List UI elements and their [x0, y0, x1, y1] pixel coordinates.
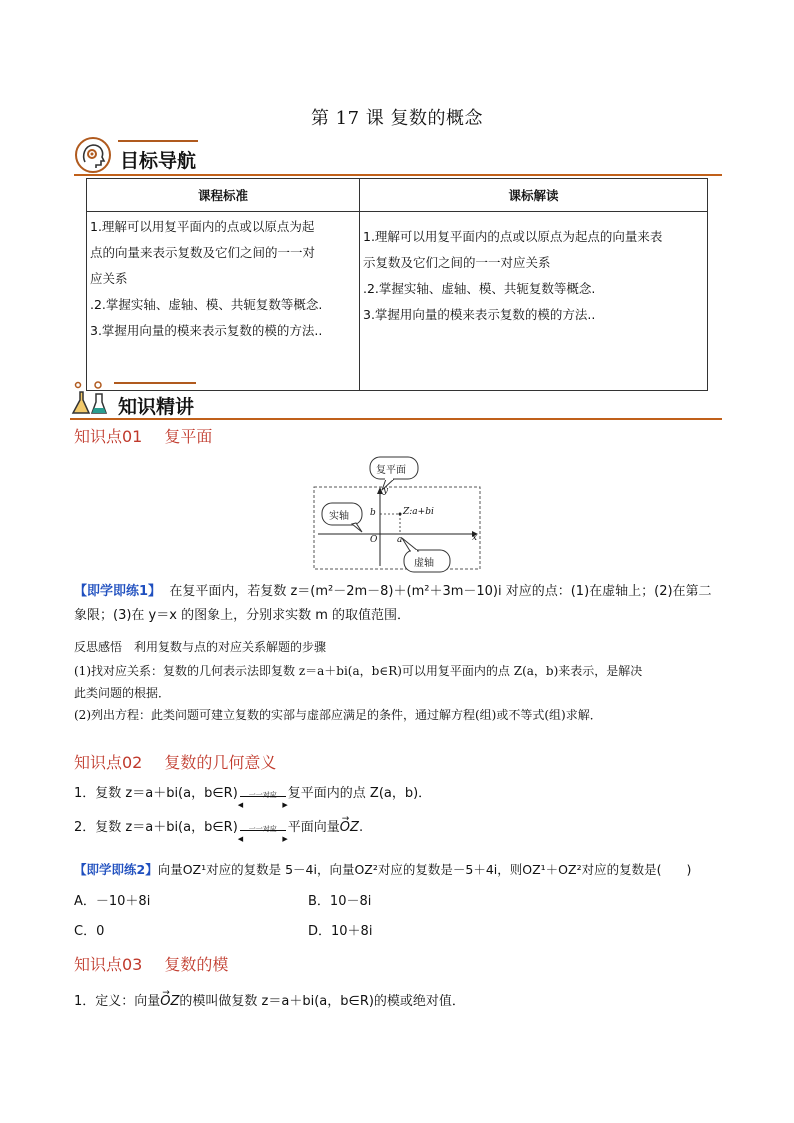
section-top-line	[114, 382, 196, 384]
option-a: A．－10＋8i	[74, 894, 151, 909]
section-title: 知识精讲	[118, 396, 195, 418]
one-to-one-arrow: 一一对应 ◀ ▶	[238, 821, 288, 835]
definition-text: 1．定义：向量	[74, 994, 161, 1009]
text-line: 3.掌握用向量的模来表示复数的模的方法..	[363, 307, 596, 322]
item-text: 2．复数 z＝a＋bi(a，b∈R)	[74, 820, 238, 835]
text-line: 点的向量来表示复数及它们之间的一一对	[90, 245, 316, 260]
bubble-imaginary-axis-label: 虚轴	[414, 558, 434, 569]
section-title: 目标导航	[120, 150, 197, 172]
kp2-heading	[74, 750, 276, 773]
kp1-heading	[74, 424, 212, 447]
section-rule	[74, 174, 722, 176]
header-course-standard: 课程标准	[87, 179, 360, 212]
reflection-heading: 反思感悟 利用复数与点的对应关系解题的步骤	[74, 640, 327, 654]
bubble-complex-plane-label: 复平面	[376, 465, 406, 476]
kp3-name: 复数的模	[164, 955, 229, 974]
page-title: 第 17 课 复数的概念	[310, 108, 484, 129]
kp2-label: 知识点02	[74, 753, 143, 772]
reflection-p1: (1)找对应关系：复数的几何表示法即复数 z＝a＋bi(a，b∈R)可以用复平面内的点 Z(a，b)来表示，是解决	[74, 664, 643, 678]
reflection	[74, 636, 726, 726]
text-line: .2.掌握实轴、虚轴、模、共轭复数等概念.	[90, 297, 323, 312]
option-b: B．10－8i	[308, 894, 372, 909]
arrow-caption: 一一对应	[248, 790, 277, 799]
kp3-label: 知识点03	[74, 955, 143, 974]
exercise-tag: 【即学即练1】	[74, 584, 162, 599]
kp2-name: 复数的几何意义	[164, 753, 277, 772]
section-top-line	[118, 140, 198, 142]
text-line: 1.理解可以用复平面内的点或以原点为起	[90, 219, 315, 234]
kp2-item-2	[74, 816, 364, 843]
text-line: .2.掌握实轴、虚轴、模、共轭复数等概念.	[363, 281, 596, 296]
x-axis-label: x	[472, 533, 478, 543]
text-line: 示复数及它们之间的一一对应关系	[363, 255, 551, 270]
reflection-p1: 此类问题的根据．	[74, 686, 171, 700]
item-text: 平面向量	[287, 820, 340, 835]
kp3-heading	[74, 952, 228, 975]
goal-table	[86, 178, 708, 391]
point-z-label: Z:a+bi	[403, 507, 434, 517]
kp3-definition	[74, 990, 465, 1014]
course-standard-cell	[87, 212, 360, 391]
vector-oz: → OZ	[340, 816, 359, 840]
kp1-label: 知识点01	[74, 427, 143, 446]
head-gear-icon	[74, 136, 112, 174]
kp1-name: 复平面	[164, 427, 213, 446]
reflection-p2: (2)列出方程：此类问题可建立复数的实部与虚部应满足的条件，通过解方程(组)或不等式(组)求解．	[74, 708, 602, 722]
origin-label: O	[370, 535, 378, 545]
one-to-one-arrow: 一一对应 ◀ ▶	[238, 787, 288, 801]
section-rule	[70, 418, 722, 420]
option-c: C．0	[74, 924, 105, 939]
target-nav-section	[74, 136, 722, 180]
text-line: 3.掌握用向量的模来表示复数的模的方法..	[90, 323, 323, 338]
exercise-text: 在复平面内，若复数 z＝(m²－2m－8)＋(m²＋3m－10)i 对应的点：(1)在虚轴上；(2)在第二	[169, 584, 712, 599]
exercise-tag: 【即学即练2】	[74, 862, 158, 877]
exercise-1	[74, 580, 726, 628]
vector-oz: → OZ	[160, 990, 179, 1014]
text-line: 1.理解可以用复平面内的点或以原点为起点的向量来表	[363, 229, 663, 244]
exercise-text: 向量OZ¹对应的复数是 5－4i，向量OZ²对应的复数是－5＋4i，则OZ¹＋OZ²对应的复数是( )	[157, 862, 692, 877]
text-line: 应关系	[90, 271, 128, 286]
exercise-text: 象限；(3)在 y＝x 的图象上，分别求实数 m 的取值范围．	[74, 608, 410, 623]
item-text: 复平面内的点 Z(a，b)．	[287, 786, 432, 801]
y-axis-label: y	[383, 486, 389, 496]
exercise-2	[74, 858, 734, 882]
knowledge-section	[70, 380, 722, 420]
definition-text: 的模叫做复数 z＝a＋bi(a，b∈R)的模或绝对值．	[179, 994, 465, 1009]
bubble-real-axis-label: 实轴	[329, 511, 349, 522]
standard-reading-cell	[360, 212, 708, 391]
kp2-item-1	[74, 782, 432, 809]
flask-icon	[70, 380, 110, 418]
a-label: a	[397, 535, 403, 545]
option-d: D．10＋8i	[308, 924, 373, 939]
item-text: 1．复数 z＝a＋bi(a，b∈R)	[74, 786, 238, 801]
arrow-caption: 一一对应	[248, 824, 277, 833]
item-text: .	[358, 820, 364, 835]
b-label: b	[370, 508, 376, 518]
header-standard-reading: 课标解读	[360, 179, 708, 212]
